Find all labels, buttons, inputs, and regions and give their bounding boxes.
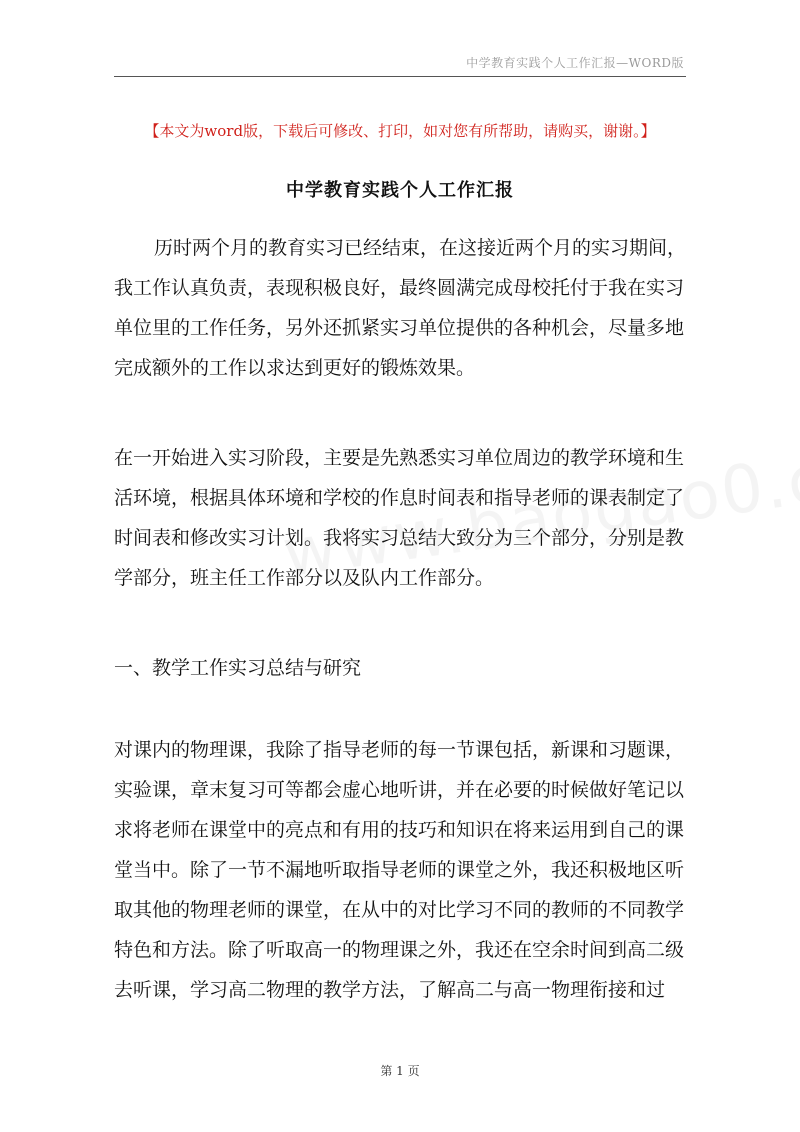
paragraph-teaching: 对课内的物理课，我除了指导老师的每一节课包括，新课和习题课，实验课，章末复习可等都会虚心地听讲，并在必要的时候做好笔记以求将老师在课堂中的亮点和有用的技巧和知识在将来运用到自己的课堂当中。除了一节不漏地听取指导老师的课堂之外，我还积极地区听取其他的物理老师的课堂，在从中的对比学习不同的教师的不同教学特色和方法。除了听取高一的物理课之外，我还在空余时间到高二级去听课，学习高二物理的教学方法，了解高二与高一物理衔接和过 (114, 739, 685, 1001)
running-header: 中学教育实践个人工作汇报—WORD版 (466, 56, 684, 70)
paragraph-overview: 在一开始进入实习阶段，主要是先熟悉实习单位周边的教学环境和生活环境，根据具体环境和学校的作息时间表和指导老师的课表制定了时间表和修改实习计划。我将实习总结大致分为三个部分，分别是教学部分，班主任工作部分以及队内工作部分。 (114, 447, 685, 589)
paragraph-intro: 历时两个月的教育实习已经结束，在这接近两个月的实习期间，我工作认真负责，表现积极良好，最终圆满完成母校托付于我在实习单位里的工作任务，另外还抓紧实习单位提供的各种机会，尽量多地完成额外的工作以求达到更好的锻炼效果。 (114, 237, 687, 379)
header-divider (114, 76, 686, 77)
page-number: 第 1 页 (380, 1064, 420, 1078)
purchase-notice: 【本文为word版，下载后可修改、打印，如对您有所帮助，请购买，谢谢。】 (144, 122, 656, 140)
section-heading-teaching: 一、教学工作实习总结与研究 (114, 657, 362, 679)
document-title: 中学教育实践个人工作汇报 (286, 180, 514, 201)
